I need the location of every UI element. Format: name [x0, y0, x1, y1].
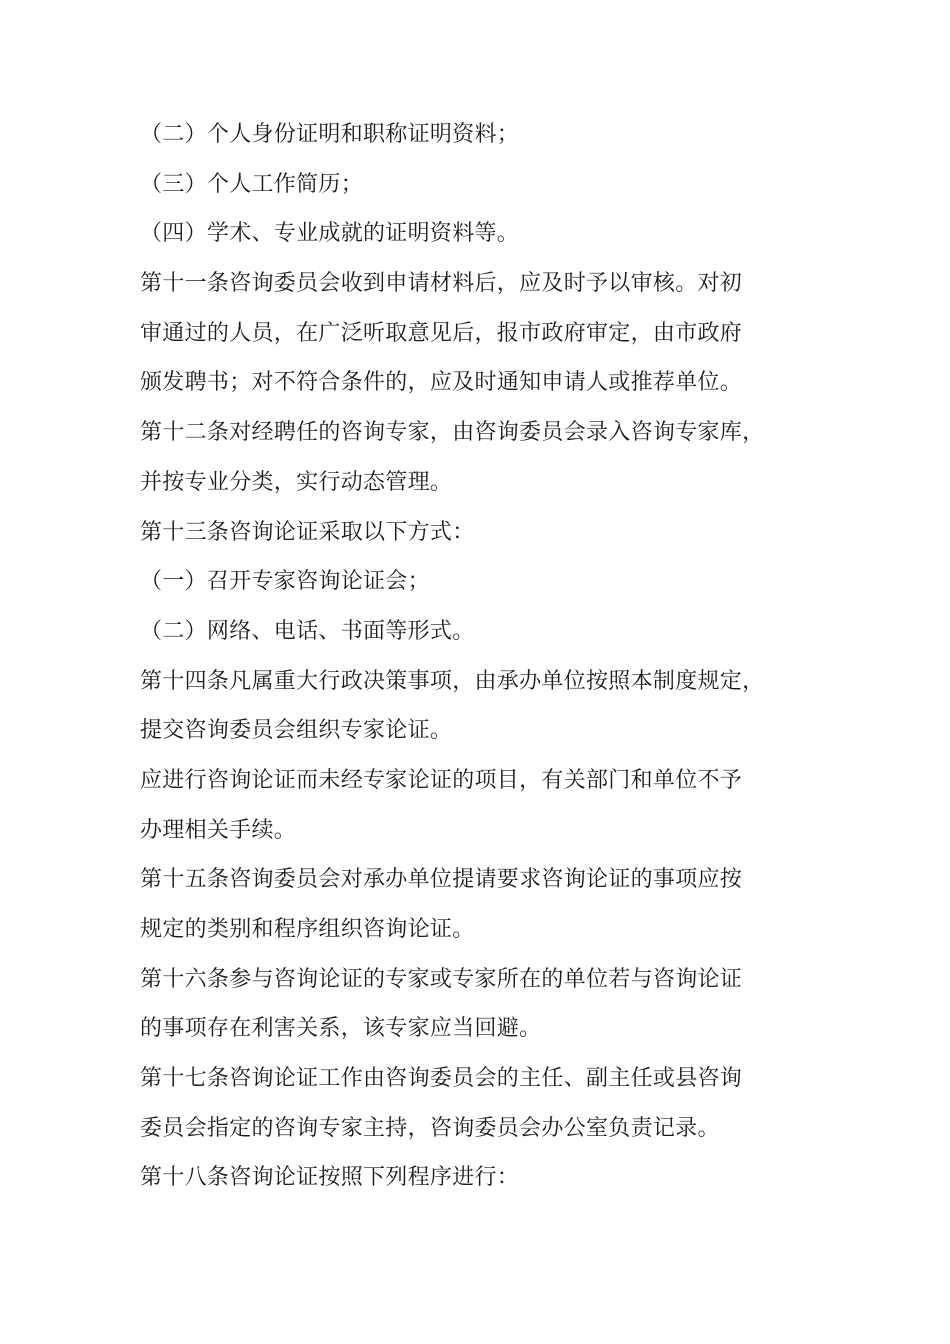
text-line: 第十七条咨询论证工作由咨询委员会的主任、副主任或县咨询 — [140, 1066, 743, 1092]
text-line: 第十五条咨询委员会对承办单位提请要求咨询论证的事项应按 — [140, 867, 743, 893]
text-line: 规定的类别和程序组织咨询论证。 — [140, 917, 475, 942]
text-line: 提交咨询委员会组织专家论证。 — [140, 718, 453, 744]
text-line: 并按专业分类，实行动态管理。 — [140, 469, 453, 495]
text-line: 颁发聘书；对不符合条件的，应及时通知申请人或推荐单位。 — [140, 370, 743, 396]
text-line: 第十三条咨询论证采取以下方式： — [140, 519, 475, 545]
document-body — [140, 110, 812, 1203]
text-line: （三）个人工作简历； — [140, 171, 364, 197]
text-line: 的事项存在利害关系，该专家应当回避。 — [140, 1016, 542, 1042]
text-line: （二）网络、电话、书面等形式。 — [140, 618, 475, 644]
text-line: （一）召开专家咨询论证会； — [140, 569, 430, 595]
text-line: 第十八条咨询论证按照下列程序进行： — [140, 1165, 520, 1191]
text-line: （二）个人身份证明和职称证明资料； — [140, 122, 520, 147]
text-line: 应进行咨询论证而未经专家论证的项目，有关部门和单位不予 — [140, 767, 743, 793]
text-line: 委员会指定的咨询专家主持，咨询委员会办公室负责记录。 — [140, 1115, 720, 1141]
text-line: 办理相关手续。 — [140, 817, 297, 843]
text-line: 第十四条凡属重大行政决策事项，由承办单位按照本制度规定， — [140, 668, 765, 694]
text-line: 第十六条参与咨询论证的专家或专家所在的单位若与咨询论证 — [140, 966, 743, 992]
text-line: 第十二条对经聘任的咨询专家，由咨询委员会录入咨询专家库， — [140, 420, 765, 446]
text-line: 第十一条咨询委员会收到申请材料后，应及时予以审核。对初 — [140, 271, 743, 297]
text-line: 审通过的人员，在广泛听取意见后，报市政府审定，由市政府 — [140, 320, 743, 346]
text-line: （四）学术、专业成就的证明资料等。 — [140, 221, 520, 247]
